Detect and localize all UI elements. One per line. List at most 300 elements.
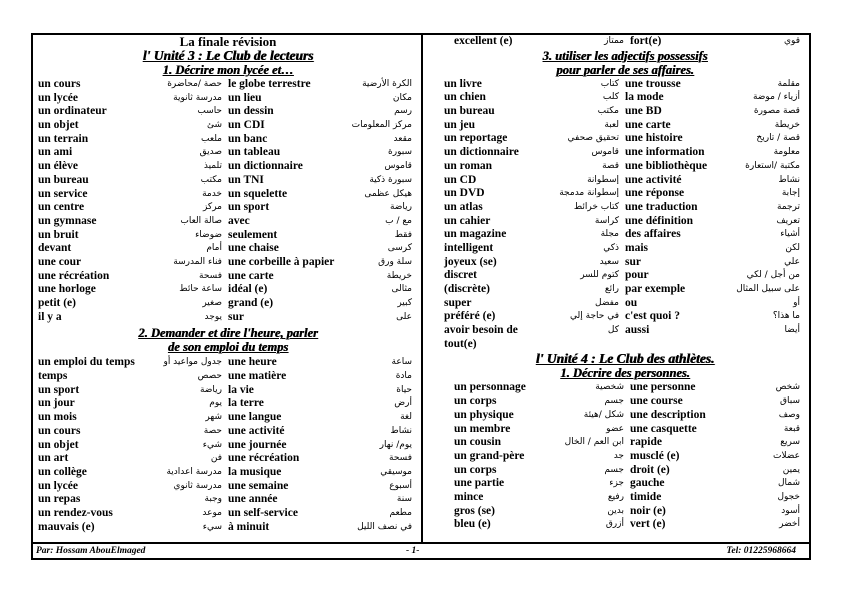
list-item <box>630 450 806 464</box>
french-term: un squelette <box>228 187 288 200</box>
french-term: noir (e) <box>630 504 666 517</box>
french-term: un sport <box>38 383 80 396</box>
list-item <box>454 381 630 395</box>
arabic-translation: ذكي <box>603 242 619 253</box>
arabic-translation: تلميذ <box>203 161 222 172</box>
arabic-translation: يوم/ نهار <box>379 439 412 450</box>
french-term: c'est quoi ? <box>625 310 680 323</box>
arabic-translation: جزء <box>609 478 624 489</box>
list-item <box>625 105 806 119</box>
french-term: une heure <box>228 356 277 369</box>
list-item <box>38 507 228 521</box>
french-term: un tableau <box>228 146 281 159</box>
french-term: mince <box>454 490 484 503</box>
list-item <box>38 160 228 174</box>
list-item <box>228 242 418 256</box>
french-term: un dictionnaire <box>228 160 303 173</box>
arabic-translation: جدول مواعيد أو <box>163 357 222 368</box>
list-item <box>228 105 418 119</box>
french-term: la musique <box>228 465 282 478</box>
french-term: un corps <box>454 395 497 408</box>
list-item <box>630 477 806 491</box>
french-term: une information <box>625 146 705 159</box>
french-term: un corps <box>454 463 497 476</box>
arabic-translation: قاموس <box>384 161 412 172</box>
french-term: un roman <box>444 159 493 172</box>
french-term: un lieu <box>228 91 262 104</box>
french-term: gros (se) <box>454 504 495 517</box>
section1-list-b <box>228 78 418 324</box>
list-item <box>625 91 806 105</box>
french-term: super <box>444 296 472 309</box>
arabic-translation: مركز <box>202 202 222 213</box>
list-item <box>625 174 806 188</box>
arabic-translation: كلب <box>602 92 619 103</box>
arabic-translation: خريطة <box>386 270 412 281</box>
arabic-translation: كل <box>607 325 619 336</box>
list-item <box>228 452 418 466</box>
arabic-translation: شكل /هيئة <box>583 409 624 420</box>
list-item <box>38 384 228 398</box>
list-item <box>630 395 806 409</box>
arabic-translation: مدرسة ثانوي <box>173 480 222 491</box>
arabic-translation: على <box>396 311 412 322</box>
arabic-translation: أسبوع <box>389 480 412 491</box>
section3-title-line2: pour parler de ses affaires. <box>556 62 694 77</box>
section1-list-a <box>38 78 228 324</box>
arabic-translation: تعريف <box>776 215 800 226</box>
french-term: un bruit <box>38 228 79 241</box>
list-item <box>625 215 806 229</box>
french-term: un emploi du temps <box>38 356 135 369</box>
list-item <box>454 35 630 49</box>
list-item <box>454 518 630 532</box>
arabic-translation: ممتاز <box>604 36 624 46</box>
french-term: (discrète) <box>444 283 490 295</box>
list-item <box>38 521 228 535</box>
french-term: pour <box>625 269 649 282</box>
arabic-translation: سريع <box>780 437 800 448</box>
arabic-translation: رسم <box>394 106 412 117</box>
list-item <box>228 425 418 439</box>
arabic-translation: سعيد <box>599 256 619 267</box>
french-term: un magazine <box>444 228 507 241</box>
arabic-translation: قصة / تاريخ <box>756 133 800 144</box>
list-item <box>454 477 630 491</box>
arabic-translation: مقلمة <box>777 78 800 89</box>
arabic-translation: إسطوانة <box>587 174 619 185</box>
arabic-translation: رياضة <box>199 384 222 395</box>
arabic-translation: قبعة <box>783 423 800 434</box>
list-item <box>444 146 625 160</box>
french-term: un centre <box>38 201 85 214</box>
french-term: une trousse <box>625 77 681 90</box>
arabic-translation: حصة /محاضرة <box>167 79 222 89</box>
unit3-title: l' Unité 3 : Le Club de lecteurs <box>142 48 314 63</box>
arabic-translation: الكرة الأرضية <box>362 79 412 89</box>
french-term: un physique <box>454 408 514 421</box>
list-item <box>625 201 806 215</box>
french-term: un objet <box>38 438 79 451</box>
french-term: discret <box>444 269 478 282</box>
french-term: temps <box>38 370 68 383</box>
french-term: joyeux (se) <box>444 255 497 268</box>
section1-list <box>38 78 418 324</box>
list-item <box>630 491 806 505</box>
french-term: un CD <box>444 173 477 186</box>
french-term: un jeu <box>444 118 475 131</box>
french-term: un élève <box>38 160 78 173</box>
list-item <box>444 215 625 229</box>
right-column <box>444 35 806 540</box>
arabic-translation: خريطة <box>774 119 800 130</box>
arabic-translation: عضو <box>606 423 624 434</box>
french-term: un DVD <box>444 187 485 200</box>
french-term: une semaine <box>228 479 289 492</box>
arabic-translation: أسود <box>781 505 800 516</box>
arabic-translation: من أجل / لكي <box>746 270 800 281</box>
list-item <box>228 283 418 297</box>
list-item <box>38 105 228 119</box>
list-item <box>228 370 418 384</box>
french-term: une horloge <box>38 283 96 296</box>
french-term: un terrain <box>38 132 89 145</box>
arabic-translation: يوجد <box>204 311 222 322</box>
list-item <box>38 297 228 311</box>
arabic-translation: أو <box>793 297 800 308</box>
list-item <box>630 423 806 437</box>
arabic-translation: مكتبة /استعارة <box>745 160 800 171</box>
list-item <box>38 256 228 270</box>
list-item <box>444 283 625 297</box>
arabic-translation: شخصية <box>595 382 624 393</box>
french-term: une description <box>630 408 706 421</box>
arabic-translation: شيء <box>202 439 222 450</box>
arabic-translation: شئ <box>206 120 222 131</box>
section2-title-line2: de son emploi du temps <box>167 340 289 355</box>
list-item <box>38 411 228 425</box>
list-item <box>630 409 806 423</box>
arabic-translation: سباق <box>780 396 800 407</box>
arabic-translation: كرسى <box>387 243 412 254</box>
footer-phone: Tel: 01225968664 <box>726 546 796 556</box>
list-item <box>444 105 625 119</box>
arabic-translation: مركز المعلومات <box>351 120 412 131</box>
french-term: la terre <box>228 397 264 410</box>
arabic-translation: حصة <box>203 425 222 436</box>
list-item <box>625 146 806 160</box>
french-term: une langue <box>228 411 282 424</box>
arabic-translation: يمين <box>782 464 800 475</box>
arabic-translation: رفيع <box>607 491 624 502</box>
list-item <box>228 119 418 133</box>
list-item <box>630 505 806 519</box>
right-top-row <box>444 35 806 49</box>
list-item <box>625 187 806 201</box>
french-term: un cousin <box>454 436 501 449</box>
list-item <box>38 439 228 453</box>
section3-list-a <box>444 78 625 352</box>
arabic-translation: جد <box>613 450 624 461</box>
list-item <box>444 228 625 242</box>
arabic-translation: قوي <box>784 36 800 46</box>
list-item <box>228 439 418 453</box>
arabic-translation: مطعم <box>389 507 412 518</box>
french-term: à minuit <box>228 520 270 533</box>
arabic-translation: ضوضاء <box>195 229 222 240</box>
list-item <box>38 311 228 325</box>
arabic-translation: كبير <box>397 298 412 308</box>
arabic-translation: حاسب <box>197 106 222 117</box>
arabic-translation: يوم <box>209 398 222 409</box>
footer-divider <box>31 542 811 544</box>
list-item <box>38 452 228 466</box>
list-item <box>38 119 228 133</box>
list-item <box>444 256 625 270</box>
french-term: une corbeille à papier <box>228 255 335 268</box>
list-item <box>228 356 418 370</box>
french-term: un CDI <box>228 119 265 132</box>
arabic-translation: حياة <box>396 384 412 395</box>
french-term: un rendez-vous <box>38 506 113 519</box>
arabic-translation: ساعة حائط <box>179 284 222 295</box>
list-item <box>630 436 806 450</box>
list-item <box>444 201 625 215</box>
arabic-translation: فسحة <box>199 270 222 281</box>
french-term: fort(e) <box>630 35 662 47</box>
arabic-translation: سبورة ذكية <box>369 174 412 185</box>
section1-title: 1. Décrire mon lycée et… <box>162 63 294 77</box>
french-term: une histoire <box>625 132 683 145</box>
list-item <box>444 310 625 324</box>
arabic-translation: رياضة <box>389 202 412 213</box>
french-term: bleu (e) <box>454 518 491 531</box>
french-term: petit (e) <box>38 297 76 309</box>
section3-title-line1: 3. utiliser les adjectifs possessifs <box>542 48 708 63</box>
french-term: une BD <box>625 105 662 118</box>
french-term: une cour <box>38 255 82 268</box>
list-item <box>444 119 625 133</box>
arabic-translation: صغير <box>202 298 222 308</box>
list-item <box>38 397 228 411</box>
french-term: seulement <box>228 228 278 241</box>
french-term: mais <box>625 241 648 254</box>
arabic-translation: بدين <box>607 505 624 516</box>
french-term: un grand-père <box>454 449 525 462</box>
arabic-translation: جسم <box>604 396 624 407</box>
arabic-translation: لكن <box>785 242 800 253</box>
arabic-translation: رائع <box>604 284 619 294</box>
french-term: idéal (e) <box>228 283 268 296</box>
french-term: mauvais (e) <box>38 520 95 533</box>
french-term: sur <box>625 255 641 268</box>
arabic-translation: كتاب خرائط <box>573 201 619 212</box>
list-item <box>228 297 418 311</box>
french-term: un self-service <box>228 506 298 519</box>
arabic-translation: ترجمة <box>776 201 800 212</box>
arabic-translation: مكان <box>392 92 412 103</box>
arabic-translation: قاموس <box>591 147 619 158</box>
french-term: la vie <box>228 383 254 396</box>
french-term: une carte <box>228 269 274 282</box>
arabic-translation: سيء <box>202 521 222 532</box>
list-item <box>630 464 806 478</box>
french-term: un livre <box>444 77 482 90</box>
section2-list-b <box>228 356 418 534</box>
french-term: musclé (e) <box>630 449 680 462</box>
list-item <box>625 78 806 92</box>
list-item <box>454 395 630 409</box>
list-item <box>38 146 228 160</box>
list-item <box>625 283 806 297</box>
french-term: un art <box>38 452 69 465</box>
arabic-translation: ملعب <box>201 133 222 144</box>
list-item <box>228 507 418 521</box>
arabic-translation: خجول <box>777 491 800 502</box>
french-term: un sport <box>228 201 270 214</box>
list-item <box>38 201 228 215</box>
french-term: grand (e) <box>228 297 274 309</box>
arabic-translation: فسحة <box>389 453 412 464</box>
arabic-translation: لغة <box>400 412 412 423</box>
list-item <box>228 78 418 92</box>
list-item <box>625 132 806 146</box>
list-item <box>454 464 630 478</box>
list-item <box>38 92 228 106</box>
french-term: une journée <box>228 438 287 451</box>
arabic-translation: معلومة <box>773 147 800 158</box>
french-term: un repas <box>38 493 81 506</box>
arabic-translation: إجابة <box>781 188 800 199</box>
arabic-translation: فن <box>210 453 222 464</box>
list-item <box>625 160 806 174</box>
arabic-translation: موسيقي <box>380 466 412 477</box>
section2-list <box>38 356 418 534</box>
arabic-translation: ساعة <box>391 357 412 368</box>
french-term: un ami <box>38 146 73 159</box>
list-item <box>228 480 418 494</box>
french-term: une année <box>228 493 278 506</box>
french-term: un atlas <box>444 200 483 213</box>
french-term: rapide <box>630 436 662 449</box>
french-term: un cours <box>38 78 81 90</box>
list-item <box>454 450 630 464</box>
arabic-translation: مقعد <box>393 133 412 144</box>
arabic-translation: مكتب <box>597 106 619 117</box>
list-item <box>38 229 228 243</box>
list-item <box>625 269 806 283</box>
arabic-translation: أرض <box>394 398 412 409</box>
french-term: un dictionnaire <box>444 146 519 159</box>
french-term: une activité <box>228 424 285 437</box>
arabic-translation: في حاجة إلي <box>570 311 619 322</box>
list-item <box>228 174 418 188</box>
list-item <box>444 174 625 188</box>
arabic-translation: فناء المدرسة <box>173 256 222 267</box>
list-item <box>625 119 806 133</box>
section4-list-a <box>454 381 630 532</box>
section2-title-line1: 2. Demander et dire l'heure, parler <box>138 326 318 341</box>
arabic-translation: سنة <box>396 494 412 505</box>
list-item <box>38 425 228 439</box>
arabic-translation: مدرسة ثانوية <box>173 92 222 103</box>
list-item <box>228 311 418 325</box>
list-item <box>625 242 806 256</box>
arabic-translation: علي <box>784 256 800 267</box>
list-item <box>454 491 630 505</box>
section3-list <box>444 78 806 352</box>
list-item <box>228 229 418 243</box>
list-item <box>228 493 418 507</box>
section4-list-b <box>630 381 806 532</box>
french-term: une personne <box>630 381 696 394</box>
list-item <box>228 466 418 480</box>
french-term: ou <box>625 296 638 309</box>
french-term: préféré (e) <box>444 310 496 323</box>
list-item <box>38 356 228 370</box>
list-item <box>444 160 625 174</box>
arabic-translation: شخص <box>775 382 800 393</box>
french-term: un cahier <box>444 214 491 227</box>
list-item <box>228 384 418 398</box>
section4-title: 1. Décrire des personnes. <box>560 366 690 381</box>
french-term: la mode <box>625 91 664 104</box>
french-term: le globe terrestre <box>228 78 311 90</box>
arabic-translation: أيضا <box>784 325 800 336</box>
arabic-translation: كراسة <box>594 215 619 226</box>
arabic-translation: موعد <box>202 507 222 518</box>
arabic-translation: فقط <box>394 229 412 240</box>
list-item <box>630 381 806 395</box>
arabic-translation: مع / ب <box>385 215 412 226</box>
arabic-translation: مفضل <box>595 297 619 308</box>
french-term: timide <box>630 490 662 503</box>
list-item <box>38 174 228 188</box>
french-term: un mois <box>38 411 77 424</box>
arabic-translation: أزياء / موضة <box>752 92 800 103</box>
french-term: par exemple <box>625 283 686 295</box>
arabic-translation: أشياء <box>780 229 800 240</box>
french-term: un service <box>38 187 88 200</box>
arabic-translation: ما هذا؟ <box>772 311 800 322</box>
french-term: un gymnase <box>38 214 97 227</box>
list-item <box>444 297 625 311</box>
french-term: un personnage <box>454 381 526 394</box>
arabic-translation: نشاط <box>390 425 412 436</box>
arabic-translation: شهر <box>205 412 222 423</box>
french-term: des affaires <box>625 228 681 241</box>
arabic-translation: وجبة <box>204 494 222 505</box>
arabic-translation: حصص <box>197 371 222 382</box>
french-term: un jour <box>38 397 75 410</box>
french-term: un banc <box>228 132 268 145</box>
list-item <box>38 480 228 494</box>
list-item <box>38 242 228 256</box>
arabic-translation: على سبيل المثال <box>736 284 800 294</box>
list-item <box>228 521 418 535</box>
french-term: intelligent <box>444 241 494 254</box>
list-item <box>38 133 228 147</box>
french-term: une casquette <box>630 422 697 435</box>
arabic-translation: وصف <box>778 409 800 420</box>
list-item <box>625 228 806 242</box>
arabic-translation: تحقيق صحفي <box>567 133 619 144</box>
french-term: un objet <box>38 119 79 132</box>
french-term: une traduction <box>625 200 698 213</box>
french-term: sur <box>228 310 244 323</box>
arabic-translation: كتوم للسر <box>580 270 619 281</box>
arabic-translation: سلة ورق <box>378 256 412 267</box>
